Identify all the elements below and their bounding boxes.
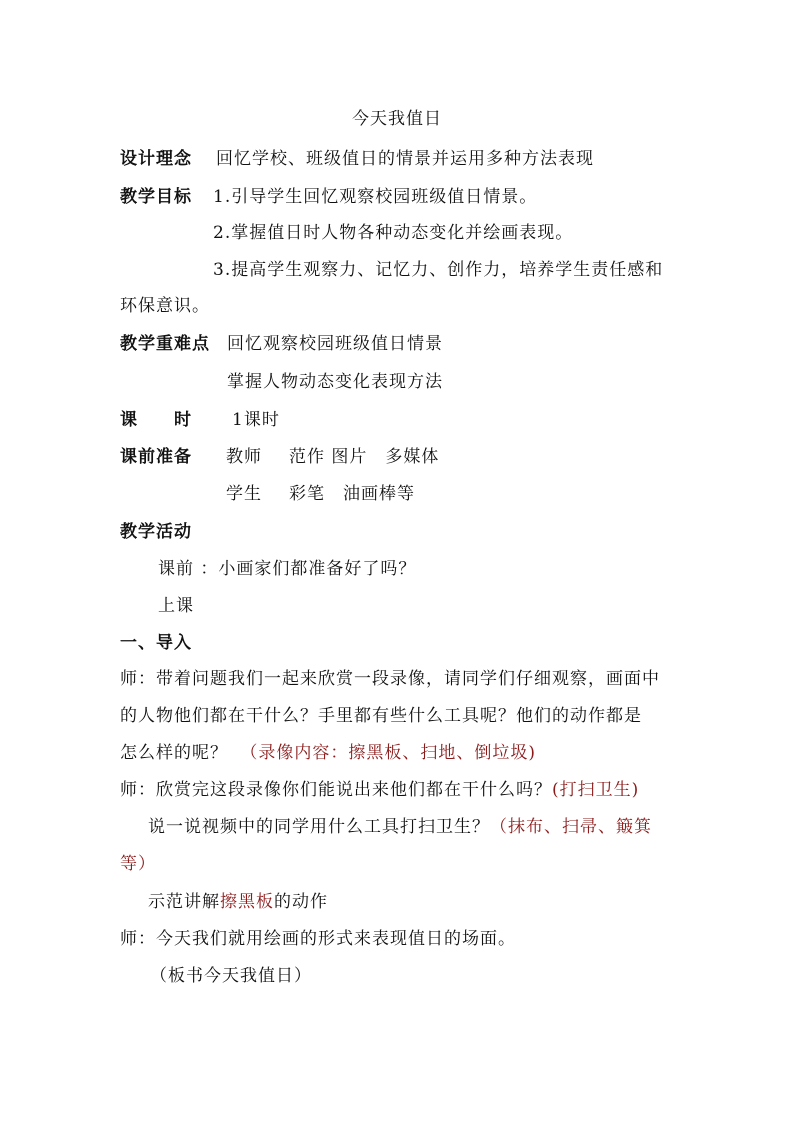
paragraph-4-pre: 示范讲解 — [148, 892, 220, 912]
before-class-text: 课前 ：小画家们都准备好了吗？ — [158, 559, 417, 579]
paragraph-1-line-2: 的人物他们都在干什么？手里都有些什么工具呢？他们的动作都是 — [120, 706, 642, 726]
preparation-student-items: 彩笔 油画棒等 — [289, 484, 415, 504]
paragraph-3-note: （抹布、扫帚、簸箕 — [490, 817, 652, 837]
paragraph-1-line-3 — [120, 741, 536, 765]
class-hours-label: 课 时 — [120, 410, 192, 430]
preparation-teacher-label: 教师 — [226, 447, 262, 467]
class-hours-text: 1课时 — [232, 410, 280, 430]
section-1-heading: 一、导入 — [120, 633, 192, 653]
key-point-1: 回忆观察校园班级值日情景 — [227, 334, 443, 354]
video-content-note: （录像内容：擦黑板、扫地、倒垃圾) — [240, 743, 537, 763]
paragraph-5: 师：今天我们就用绘画的形式来表现值日的场面。 — [120, 929, 516, 949]
paragraph-4 — [148, 890, 328, 914]
preparation-teacher-items: 范作 图片 多媒体 — [289, 447, 440, 467]
activities-label: 教学活动 — [120, 522, 192, 542]
paragraph-4-highlight: 擦黑板 — [220, 892, 274, 912]
preparation-label: 课前准备 — [120, 447, 192, 467]
paragraph-2-note: (打扫卫生) — [552, 780, 640, 800]
teaching-goal-3-continued: 环保意识。 — [120, 296, 210, 316]
paragraph-1-line-3-text: 怎么样的呢？ — [120, 743, 228, 763]
key-point-2: 掌握人物动态变化表现方法 — [227, 372, 443, 392]
paragraph-3 — [148, 815, 652, 839]
teaching-goal-1: 1.引导学生回忆观察校园班级值日情景。 — [213, 187, 538, 207]
paragraph-6: （板书今天我值日） — [150, 966, 312, 986]
paragraph-2 — [120, 778, 639, 802]
class-start-text: 上课 — [158, 596, 194, 616]
preparation-student-label: 学生 — [226, 484, 262, 504]
document-title: 今天我值日 — [352, 109, 442, 129]
paragraph-3-text: 说一说视频中的同学用什么工具打扫卫生？ — [148, 817, 490, 837]
design-concept-label: 设计理念 — [120, 149, 192, 169]
paragraph-1-line-1: 师：带着问题我们一起来欣赏一段录像，请同学们仔细观察，画面中 — [120, 669, 660, 689]
paragraph-2-text: 师：欣赏完这段录像你们能说出来他们都在干什么吗？ — [120, 780, 552, 800]
paragraph-4-post: 的动作 — [274, 892, 328, 912]
key-points-label: 教学重难点 — [120, 334, 210, 354]
teaching-goal-2: 2.掌握值日时人物各种动态变化并绘画表现。 — [213, 223, 574, 243]
teaching-goals-label: 教学目标 — [120, 187, 192, 207]
paragraph-3-note-continued: 等） — [120, 854, 156, 874]
design-concept-text: 回忆学校、班级值日的情景并运用多种方法表现 — [216, 149, 594, 169]
teaching-goal-3: 3.提高学生观察力、记忆力、创作力，培养学生责任感和 — [213, 260, 664, 280]
